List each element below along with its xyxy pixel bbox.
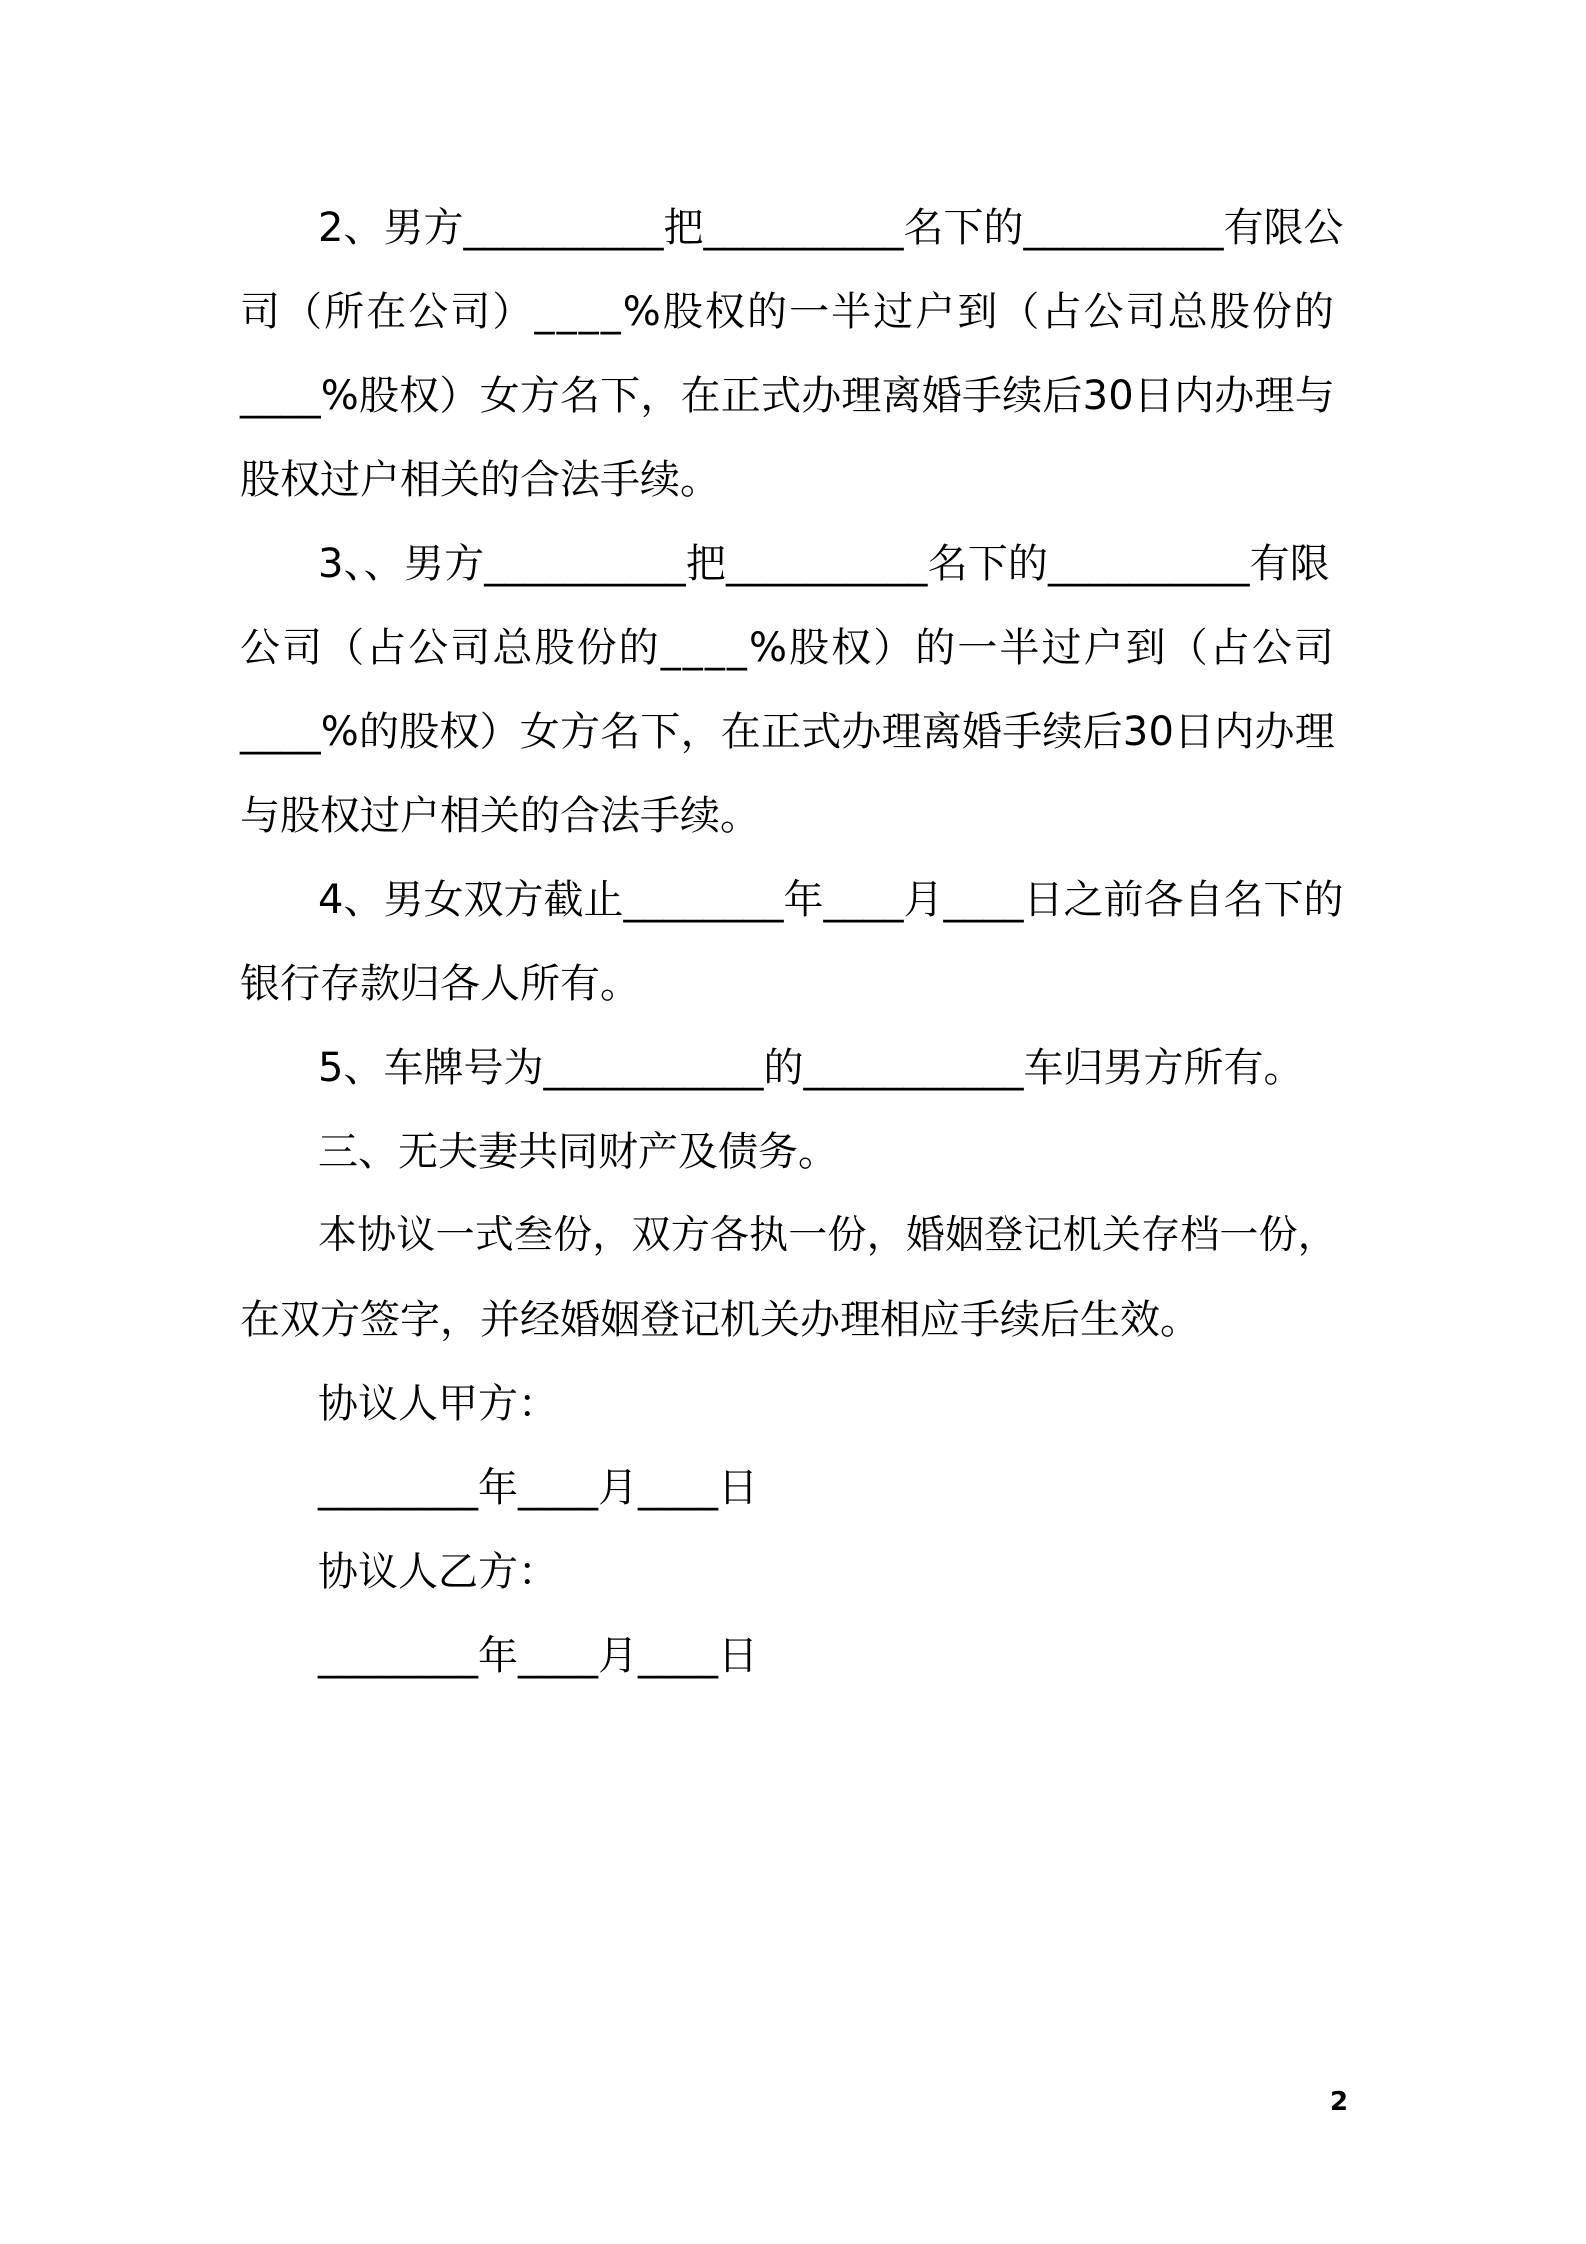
item-2-line-2 bbox=[240, 284, 1350, 340]
copies-clause-line-2 bbox=[240, 1292, 1350, 1348]
item-5-line-1-text: 5、车牌号为___________的___________车归男方所有。 bbox=[318, 1045, 1304, 1091]
copies-clause-line-1 bbox=[318, 1208, 1350, 1264]
item-4-line-2 bbox=[240, 956, 1350, 1012]
item-4-line-2-text: 银行存款归各人所有。 bbox=[240, 961, 640, 1007]
section-3-heading bbox=[318, 1124, 1350, 1180]
party-b-date bbox=[318, 1628, 1118, 1684]
item-2-line-3 bbox=[240, 368, 1350, 424]
item-2-line-4-text: 股权过户相关的合法手续。 bbox=[240, 457, 720, 503]
item-3-line-2 bbox=[240, 620, 1350, 676]
item-2-line-1-text: 2、男方__________把__________名下的__________有限公 bbox=[318, 205, 1344, 251]
item-3-line-4-text: 与股权过户相关的合法手续。 bbox=[240, 793, 760, 839]
copies-clause-line-1-text: 本协议一式叁份，双方各执一份，婚姻登记机关存档一份， bbox=[318, 1213, 1338, 1258]
item-2-line-1 bbox=[318, 200, 1350, 256]
party-a-date-text: ________年____月____日 bbox=[318, 1465, 758, 1511]
item-3-line-3 bbox=[240, 704, 1350, 760]
item-4-line-1 bbox=[318, 872, 1350, 928]
section-3-heading-text: 三、无夫妻共同财产及债务。 bbox=[318, 1129, 838, 1175]
item-3-line-2-text: 公司（占公司总股份的____%股权）的一半过户到（占公司 bbox=[240, 625, 1337, 671]
party-b-label bbox=[318, 1544, 1118, 1600]
party-a-label bbox=[318, 1376, 1118, 1432]
party-b-date-text: ________年____月____日 bbox=[318, 1633, 758, 1679]
item-4-line-1-text: 4、男女双方截止________年____月____日之前各自名下的 bbox=[318, 877, 1344, 923]
item-3-line-1 bbox=[318, 536, 1350, 592]
item-2-line-3-text: ____%股权）女方名下，在正式办理离婚手续后30日内办理与 bbox=[240, 373, 1335, 419]
item-3-line-3-text: ____%的股权）女方名下，在正式办理离婚手续后30日内办理 bbox=[240, 709, 1335, 755]
item-2-line-2-text: 司（所在公司）____%股权的一半过户到（占公司总股份的 bbox=[240, 289, 1337, 335]
item-5-line-1 bbox=[318, 1040, 1350, 1096]
item-3-line-1-text: 3、、男方__________把__________名下的__________有限 bbox=[318, 541, 1330, 587]
item-3-line-4 bbox=[240, 788, 1350, 844]
item-2-line-4 bbox=[240, 452, 1350, 508]
party-a-label-text: 协议人甲方： bbox=[318, 1381, 558, 1427]
party-b-label-text: 协议人乙方： bbox=[318, 1549, 558, 1595]
copies-clause-line-2-text: 在双方签字，并经婚姻登记机关办理相应手续后生效。 bbox=[240, 1297, 1200, 1343]
page-number: 2 bbox=[1330, 2087, 1349, 2117]
party-a-date bbox=[318, 1460, 1118, 1516]
